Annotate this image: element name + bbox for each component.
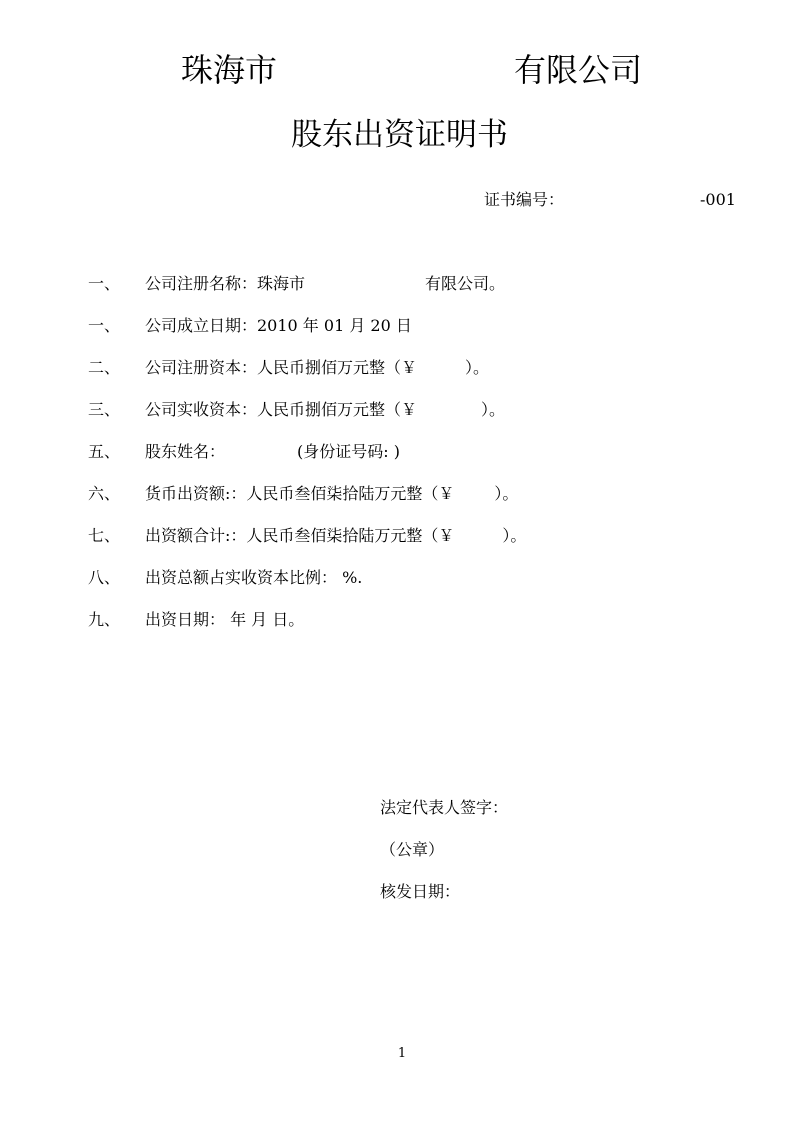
item-label: 出资额合计:：人民币叁佰柒拾陆万元整（￥ <box>145 526 455 545</box>
item-text: 出资总额占实收资本比例： %. <box>145 568 363 587</box>
item-number: 二、 <box>88 358 121 377</box>
item-text: 出资日期： 年 月 日。 <box>145 610 305 629</box>
list-item <box>0 608 800 632</box>
item-suffix: ）。 <box>502 526 527 545</box>
issue-date-label: 核发日期： <box>380 882 461 901</box>
list-item <box>0 356 800 380</box>
item-number: 七、 <box>88 526 121 545</box>
item-suffix: 有限公司。 <box>425 274 506 293</box>
item-number: 八、 <box>88 568 121 587</box>
item-number: 一、 <box>88 316 121 335</box>
item-text <box>145 440 400 464</box>
legal-representative-signature-label: 法定代表人签字： <box>380 798 509 817</box>
item-suffix: ）。 <box>481 400 506 419</box>
item-label: 公司注册名称：珠海市 <box>145 274 306 293</box>
list-item <box>0 440 800 464</box>
certificate-number-label: 证书编号： <box>484 190 565 209</box>
list-item <box>0 524 800 548</box>
item-suffix: (身份证号码: ) <box>297 442 400 461</box>
title-city: 珠海市 <box>181 51 278 89</box>
item-text <box>145 356 489 380</box>
item-text: 公司成立日期：2010 年 01 月 20 日 <box>145 316 412 335</box>
item-text <box>145 398 505 422</box>
page-number: 1 <box>397 1046 407 1061</box>
item-number: 九、 <box>88 610 121 629</box>
item-number: 五、 <box>88 442 121 461</box>
item-label: 股东姓名： <box>145 442 226 461</box>
item-text <box>145 482 518 506</box>
company-seal-label: （公章） <box>380 840 445 859</box>
list-item <box>0 272 800 296</box>
list-item <box>0 566 800 590</box>
item-number: 一、 <box>88 274 121 293</box>
item-text <box>145 524 526 548</box>
item-number: 三、 <box>88 400 121 419</box>
title-company-suffix: 有限公司 <box>514 51 643 89</box>
item-label: 公司注册资本：人民币捌佰万元整（￥ <box>145 358 418 377</box>
document-subtitle: 股东出资证明书 <box>291 117 508 153</box>
list-item <box>0 314 800 338</box>
list-item <box>0 482 800 506</box>
item-label: 公司实收资本：人民币捌佰万元整（￥ <box>145 400 418 419</box>
item-text <box>145 272 505 296</box>
item-label: 货币出资额:：人民币叁佰柒拾陆万元整（￥ <box>145 484 455 503</box>
item-suffix: ）。 <box>494 484 519 503</box>
certificate-number-value: -001 <box>700 190 736 209</box>
item-number: 六、 <box>88 484 121 503</box>
list-item <box>0 398 800 422</box>
item-suffix: ）。 <box>465 358 490 377</box>
